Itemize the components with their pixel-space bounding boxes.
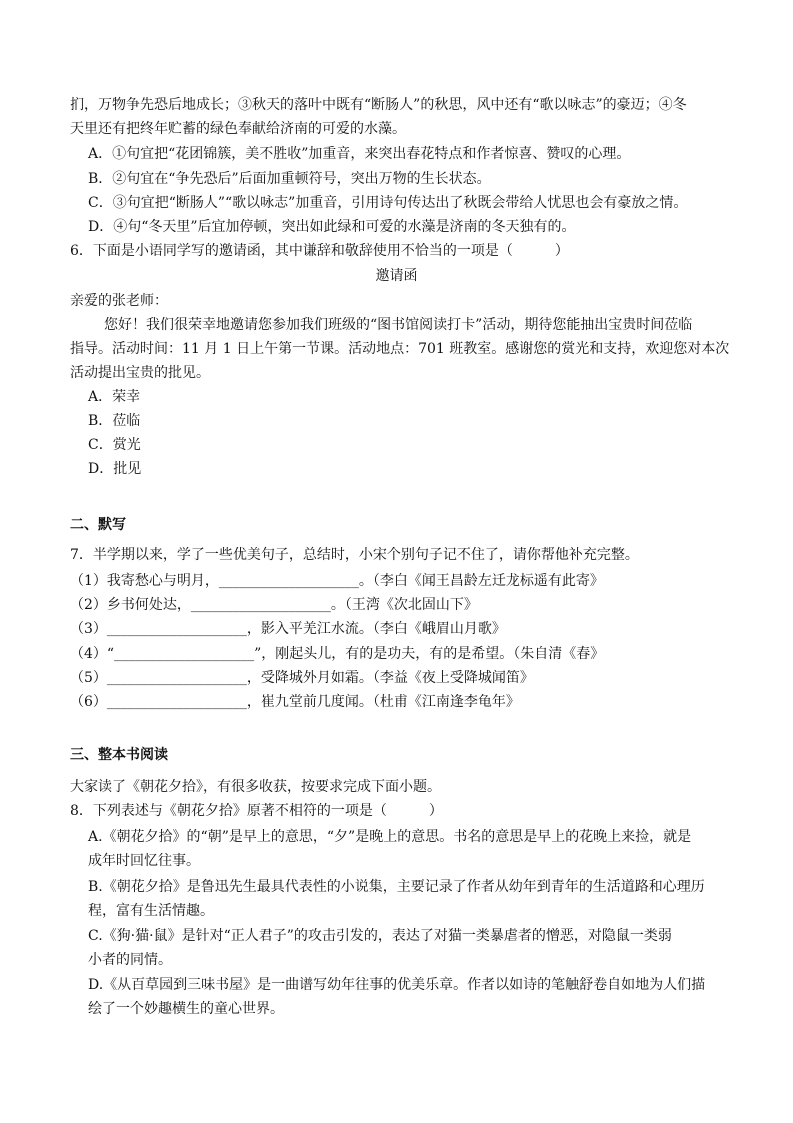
section-3-heading: 三、整本书阅读 — [70, 747, 168, 763]
q7-item-6: （6）____________________，崔九堂前几度闻。（杜甫《江南逢李龟年》 — [70, 694, 520, 710]
q5-option-b: B．②句宜在“争先恐后”后面加重顿符号，突出万物的生长状态。 — [88, 171, 491, 187]
q5-option-a: A．①句宜把“花团锦簇，美不胜收”加重音，来突出春花特点和作者惊喜、赞叹的心理。 — [88, 146, 631, 162]
q6-option-d: D．批见 — [88, 461, 142, 477]
letter-salutation: 亲爱的张老师： — [70, 293, 168, 309]
q8-option-d-line-1: D.《从百草园到三味书屋》是一曲谱写幼年往事的优美乐章。作者以如诗的笔触舒卷自如地为人们描 — [88, 977, 706, 993]
q6-option-a: A．荣幸 — [88, 389, 141, 405]
section-2-heading: 二、默写 — [70, 517, 126, 533]
section-3-intro: 大家读了《朝花夕拾》，有很多收获，按要求完成下面小题。 — [70, 779, 441, 795]
letter-body-line-2: 指导。活动时间：11 月 1 日上午第一节课。活动地点：701 班教室。感谢您的赏光和支持，欢迎您对本次 — [70, 341, 730, 357]
q7-item-2: （2）乡书何处达，____________________。（王湾《次北固山下》 — [70, 597, 478, 613]
q5-tail-line-2: 天里还有把终年贮蓄的绿色奉献给济南的可爱的水藻。 — [70, 121, 406, 137]
q7-stem: 7．半学期以来，学了一些优美句子，总结时，小宋个别句子记不住了，请你帮他补充完整。 — [70, 547, 639, 563]
q8-option-d-line-2: 绘了一个妙趣横生的童心世界。 — [88, 1001, 284, 1017]
q6-option-c: C．赏光 — [88, 437, 141, 453]
q5-option-d: D．④句“冬天里”后宜加停顿，突出如此绿和可爱的水藻是济南的冬天独有的。 — [88, 219, 576, 235]
q7-item-4: （4）“____________________”，刚起头儿，有的是功夫，有的是希望。（朱自清《春》 — [70, 646, 605, 662]
q7-item-5: （5）____________________，受降城外月如霜。（李益《夜上受降城闻笛》 — [70, 670, 534, 686]
q8-option-b-line-2: 程，富有生活情趣。 — [88, 903, 214, 919]
q5-tail-line-1: 扪，万物争先恐后地成长；③秋天的落叶中既有“断肠人”的秋思，风中还有“歌以咏志”的豪迈；④冬 — [70, 97, 687, 113]
q8-option-a-line-1: A.《朝花夕拾》的“朝”是早上的意思，“夕”是晚上的意思。书名的意思是早上的花晚上来捡，就是 — [88, 829, 692, 845]
q8-option-c-line-2: 小者的同情。 — [88, 952, 172, 968]
q7-item-1: （1）我寄愁心与明月，____________________。（李白《闻王昌龄左迁龙标遥有此寄》 — [70, 573, 604, 589]
q7-item-3: （3）____________________，影入平羌江水流。（李白《峨眉山月歌》 — [70, 621, 506, 637]
letter-body-line-3: 活动提出宝贵的批见。 — [70, 365, 210, 381]
q6-option-b: B．莅临 — [88, 413, 141, 429]
q8-option-c-line-1: C.《狗·猫·鼠》是针对“正人君子”的攻击引发的，表达了对猫一类暴虐者的憎恶，对隐鼠一类弱 — [88, 928, 672, 944]
q8-option-a-line-2: 成年时回忆往事。 — [88, 853, 200, 869]
letter-title: 邀请函 — [375, 268, 418, 284]
letter-body-line-1: 您好！我们很荣幸地邀请您参加我们班级的“图书馆阅读打卡”活动，期待您能抽出宝贵时间莅临 — [104, 317, 693, 333]
q6-stem: 6．下面是小语同学写的邀请函，其中谦辞和敬辞使用不恰当的一项是（ ） — [70, 243, 569, 259]
q8-stem: 8．下列表述与《朝花夕拾》原著不相符的一项是（ ） — [70, 803, 443, 819]
q8-option-b-line-1: B.《朝花夕拾》是鲁迅先生最具代表性的小说集，主要记录了作者从幼年到青年的生活道路和心理历 — [88, 879, 705, 895]
q5-option-c: C．③句宜把“断肠人”“歌以咏志”加重音，引用诗句传达出了秋既会带给人忧思也会有豪放之情。 — [88, 195, 688, 211]
